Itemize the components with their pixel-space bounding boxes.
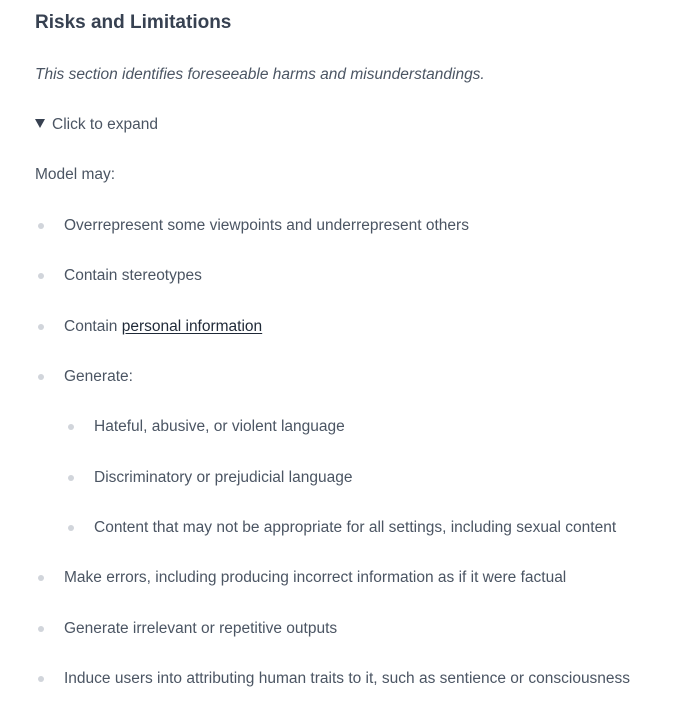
triangle-down-icon [35,119,45,128]
sub-list-item [94,417,345,437]
list-item [64,317,262,337]
section-intro: This section identifies foreseeable harms and misunderstandings. [35,66,485,83]
list-item [64,266,202,286]
list-item [64,619,337,639]
bullet-icon [38,676,44,682]
list-item-text: Generate: [64,368,133,385]
bullet-icon [68,475,74,481]
list-item-text: Generate irrelevant or repetitive outputs [64,620,338,637]
risks-section [35,10,675,687]
bullet-icon [68,424,74,430]
bullet-icon [38,324,44,330]
list-item-text: Discriminatory or prejudicial language [94,469,353,486]
list-item [64,669,630,689]
lead-text: Model may: [35,166,116,183]
bullet-icon [68,525,74,531]
bullet-icon [38,223,44,229]
list-item-text: Contain stereotypes [64,267,202,284]
bullet-icon [38,626,44,632]
bullet-icon [38,273,44,279]
sub-list-item [94,468,352,488]
list-item-text: Induce users into attributing human traits to it, such as sentience or consciousness [64,670,631,687]
list-item-text: Make errors, including producing incorrect information as if it were factual [64,569,567,586]
list-item [64,568,566,588]
personal-information-link[interactable]: personal information [121,318,263,335]
expand-label: Click to expand [52,116,158,133]
bullet-icon [38,575,44,581]
sub-list-item [94,518,616,538]
list-item-prefix: Contain [64,318,122,335]
list-item-text: Hateful, abusive, or violent language [94,418,345,435]
list-item [64,216,469,236]
bullet-icon [38,374,44,380]
list-item-text: Overrepresent some viewpoints and underrepresent others [64,217,469,234]
list-item-text: Content that may not be appropriate for all settings, including sexual content [94,519,617,536]
list-item [64,367,133,387]
section-title: Risks and Limitations [35,12,232,33]
expand-toggle[interactable] [35,115,158,135]
